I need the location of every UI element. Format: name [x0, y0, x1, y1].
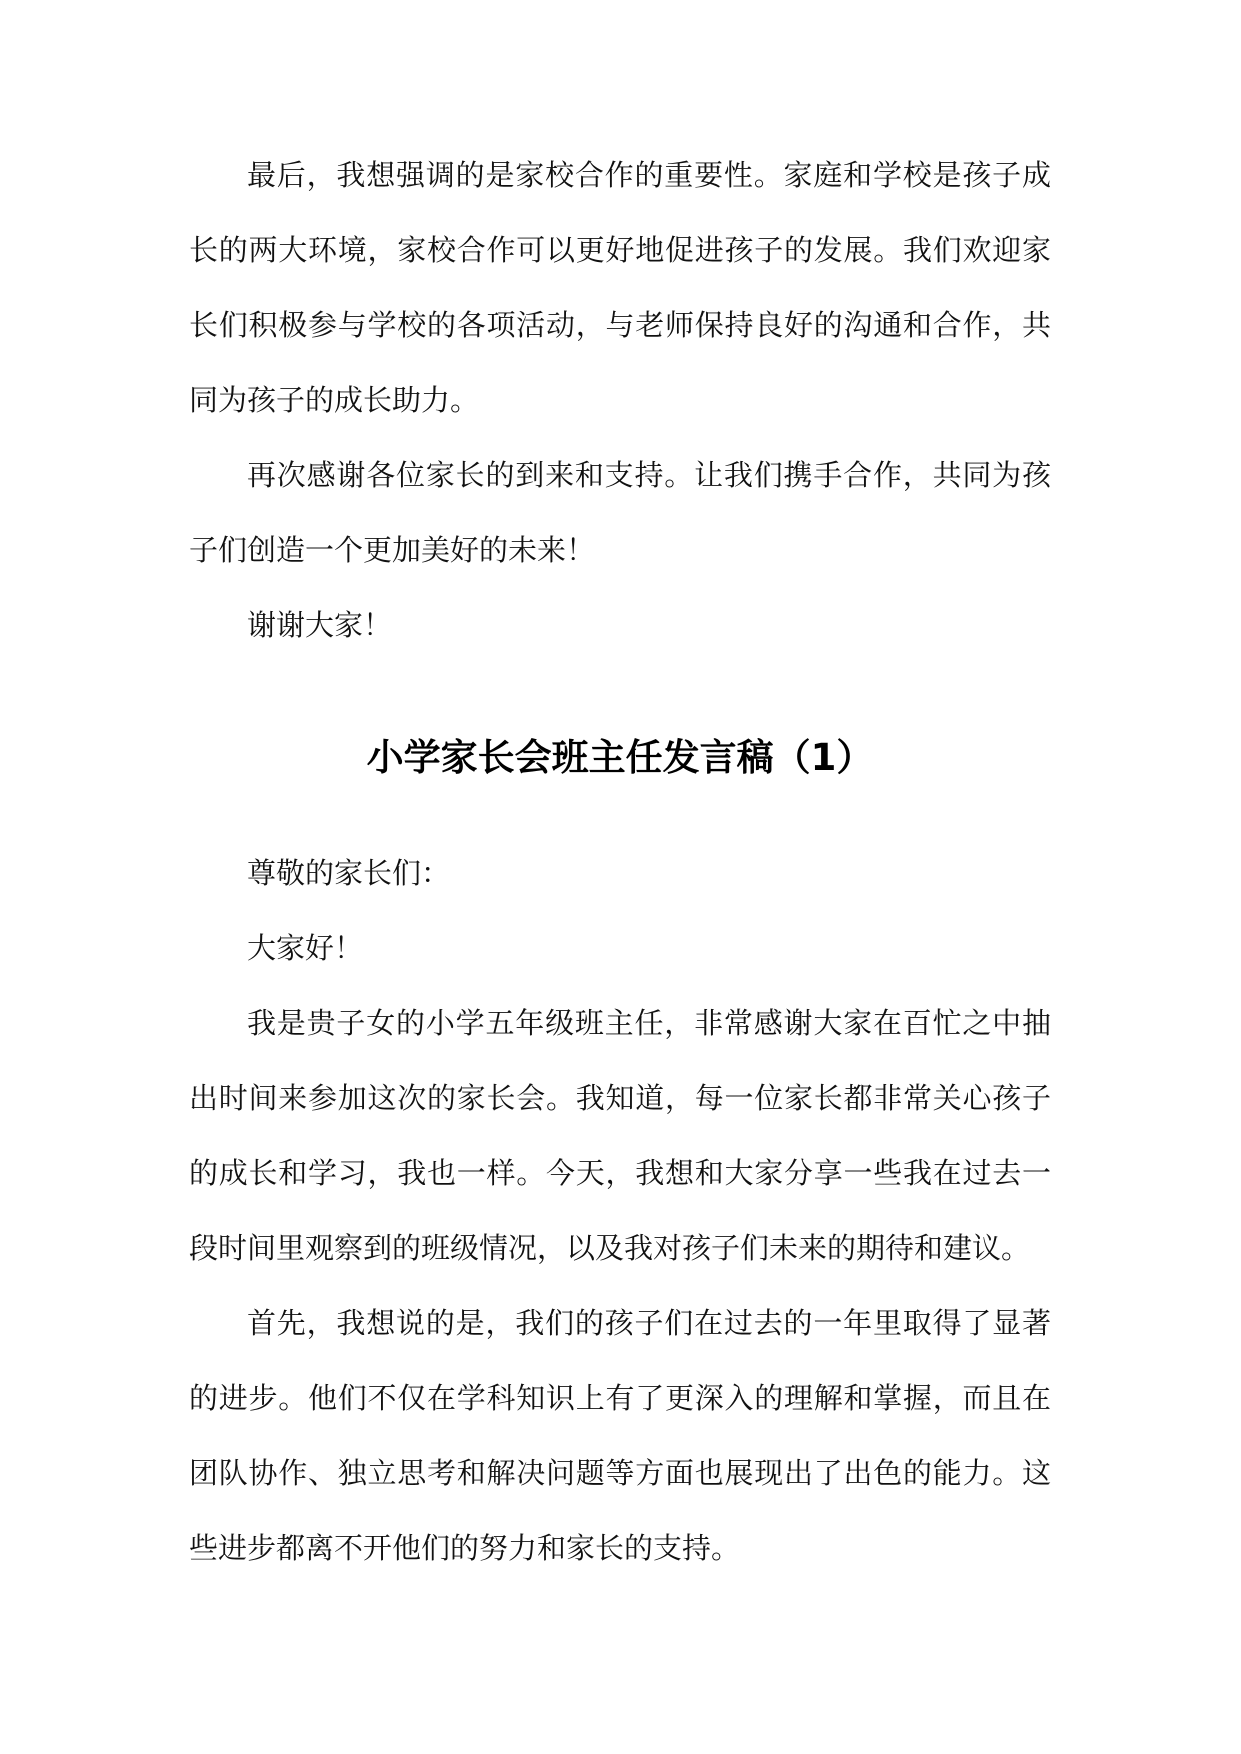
paragraph-thanks: 再次感谢各位家长的到来和支持。让我们携手合作，共同为孩子们创造一个更加美好的未来！ — [189, 458, 1051, 567]
paragraph-progress: 首先，我想说的是，我们的孩子们在过去的一年里取得了显著的进步。他们不仅在学科知识上有了更深入的理解和掌握，而且在团队协作、独立思考和解决问题等方面也展现出了出色的能力。这些进步都离不开他们的努力和家长的支持。 — [189, 1306, 1051, 1565]
paragraph-introduction: 我是贵子女的小学五年级班主任，非常感谢大家在百忙之中抽出时间来参加这次的家长会。我知道，每一位家长都非常关心孩子的成长和学习，我也一样。今天，我想和大家分享一些我在过去一段时间里观察到的班级情况，以及我对孩子们未来的期待和建议。 — [189, 1006, 1051, 1265]
paragraph-salutation: 尊敬的家长们： — [247, 856, 451, 890]
paragraph-closing: 谢谢大家！ — [247, 608, 393, 642]
section-heading: 小学家长会班主任发言稿（1） — [366, 736, 874, 779]
document-body — [189, 138, 1051, 1586]
paragraph-home-school-cooperation: 最后，我想强调的是家校合作的重要性。家庭和学校是孩子成长的两大环境，家校合作可以更好地促进孩子的发展。我们欢迎家长们积极参与学校的各项活动，与老师保持良好的沟通和合作，共同为孩子的成长助力。 — [189, 158, 1051, 417]
paragraph-greeting: 大家好！ — [247, 931, 364, 965]
